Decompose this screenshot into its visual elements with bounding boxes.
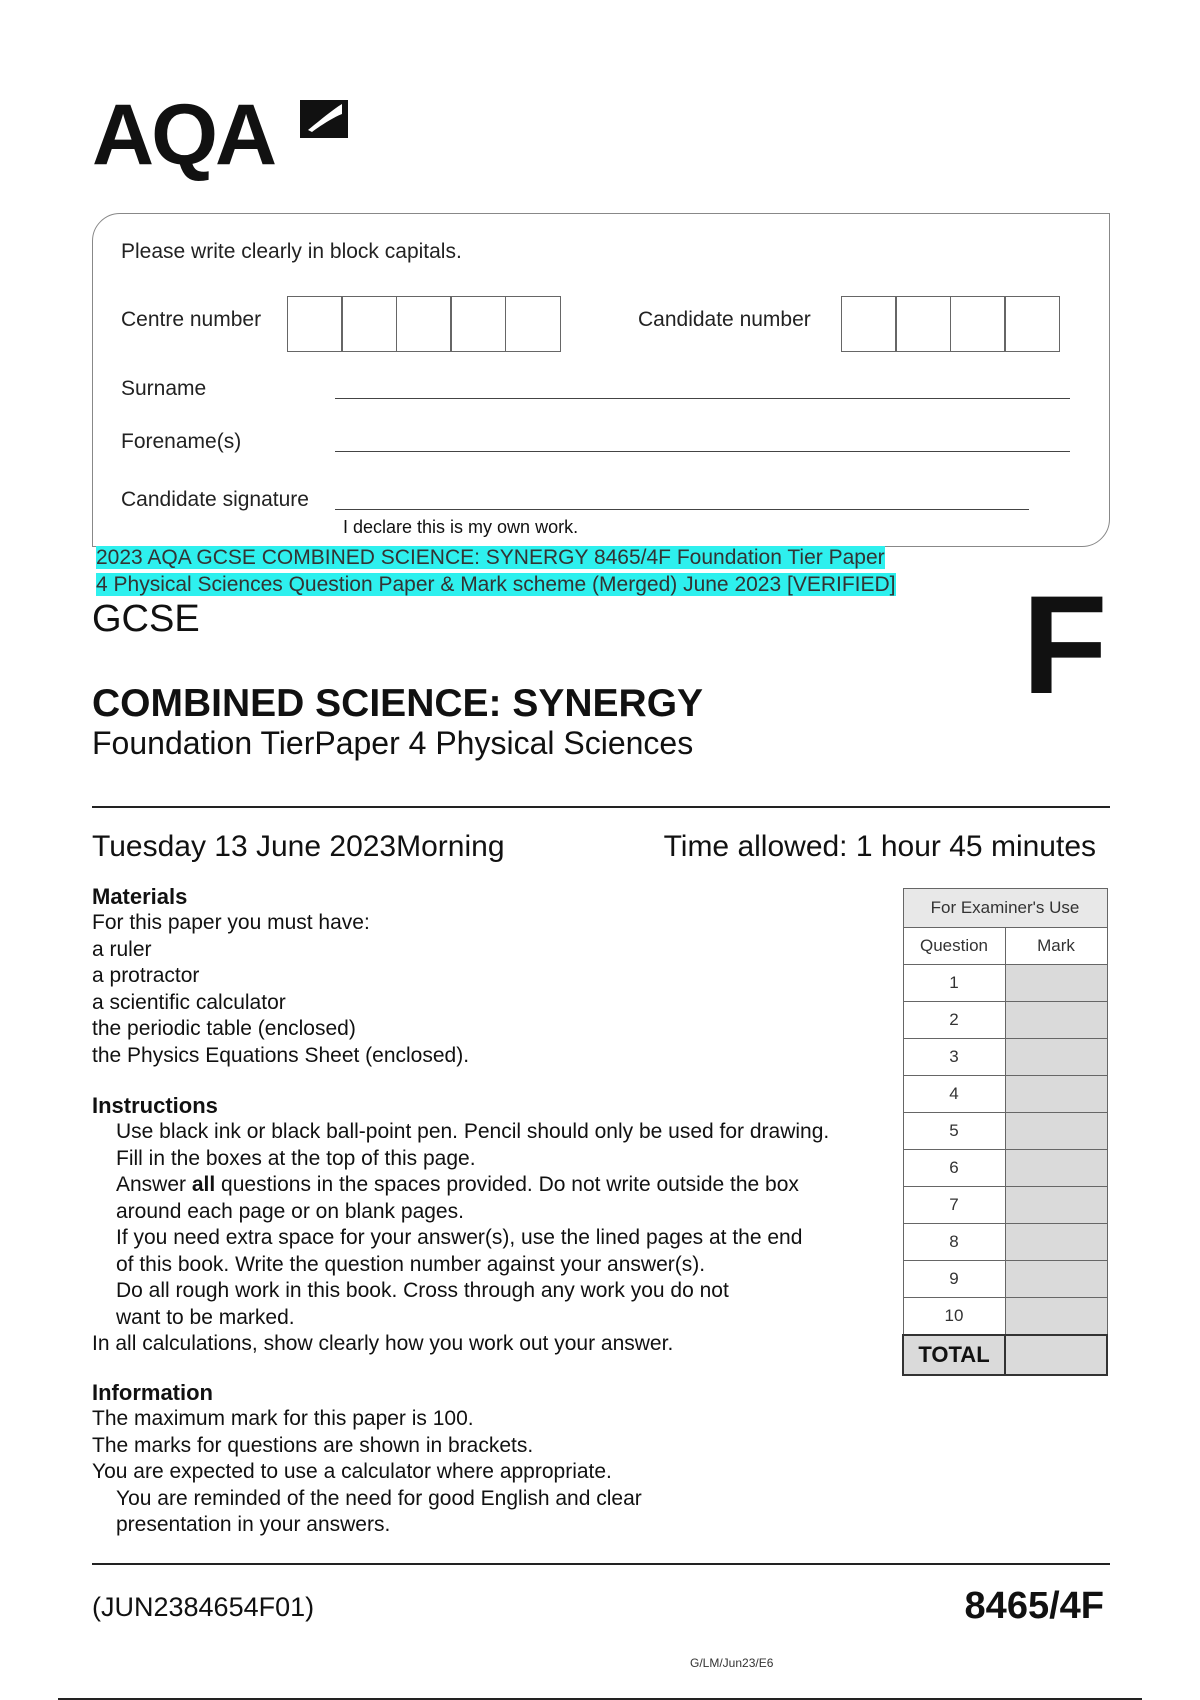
signature-label: Candidate signature bbox=[121, 488, 309, 511]
information-line: The maximum mark for this paper is 100. bbox=[92, 1407, 474, 1430]
information-section bbox=[92, 1380, 892, 1539]
information-line: You are expected to use a calculator where appropriate. bbox=[92, 1460, 612, 1483]
instruction-line: of this book. Write the question number against your answer(s). bbox=[116, 1252, 706, 1276]
footer-divider bbox=[92, 1563, 1110, 1565]
surname-label: Surname bbox=[121, 377, 207, 400]
divider bbox=[92, 806, 1110, 808]
question-number: 9 bbox=[903, 1261, 1005, 1298]
centre-number-label: Centre number bbox=[121, 308, 262, 331]
centre-digit-box[interactable] bbox=[287, 296, 343, 352]
instruction-emphasis: all bbox=[191, 1173, 216, 1196]
block-capitals-instruction: Please write clearly in block capitals. bbox=[121, 240, 462, 263]
mark-cell[interactable] bbox=[1005, 965, 1107, 1002]
total-mark-cell[interactable] bbox=[1005, 1335, 1107, 1375]
aqa-logo-text: AQA bbox=[92, 87, 275, 183]
forenames-label: Forename(s) bbox=[121, 430, 242, 453]
materials-section bbox=[92, 884, 892, 1069]
tier-paper: Foundation TierPaper 4 Physical Sciences bbox=[92, 725, 694, 761]
instruction-line: Fill in the boxes at the top of this page. bbox=[116, 1146, 476, 1170]
total-label: TOTAL bbox=[903, 1335, 1005, 1375]
instructions-section bbox=[92, 1093, 892, 1358]
candidate-digit-box[interactable] bbox=[1004, 296, 1060, 352]
centre-digit-box[interactable] bbox=[341, 296, 397, 352]
mark-cell[interactable] bbox=[1005, 1298, 1107, 1336]
forenames-line[interactable] bbox=[335, 451, 1070, 452]
centre-digit-box[interactable] bbox=[505, 296, 561, 352]
materials-item: a scientific calculator bbox=[92, 990, 286, 1014]
signature-line[interactable] bbox=[335, 509, 1029, 510]
instruction-line: Do all rough work in this book. Cross through any work you do not bbox=[116, 1279, 729, 1302]
materials-intro: For this paper you must have: bbox=[92, 911, 370, 934]
information-line: presentation in your answers. bbox=[116, 1513, 391, 1536]
question-number: 2 bbox=[903, 1002, 1005, 1039]
surname-line[interactable] bbox=[335, 398, 1070, 399]
instruction-line: want to be marked. bbox=[116, 1305, 295, 1329]
materials-item: a ruler bbox=[92, 937, 152, 961]
examiner-use-table bbox=[902, 888, 1108, 1376]
highlight-line-1: 2023 AQA GCSE COMBINED SCIENCE: SYNERGY 8465/4F Foundation Tier Paper bbox=[96, 546, 885, 569]
instruction-line: around each page or on blank pages. bbox=[116, 1199, 464, 1223]
materials-item: the periodic table (enclosed) bbox=[92, 1017, 356, 1040]
materials-heading: Materials bbox=[92, 884, 188, 909]
mark-cell[interactable] bbox=[1005, 1002, 1107, 1039]
instruction-text: Answer bbox=[116, 1173, 192, 1196]
qualification-label: GCSE bbox=[92, 598, 200, 640]
mark-cell[interactable] bbox=[1005, 1150, 1107, 1187]
mark-cell[interactable] bbox=[1005, 1113, 1107, 1150]
question-number: 6 bbox=[903, 1150, 1005, 1187]
mark-cell[interactable] bbox=[1005, 1076, 1107, 1113]
subject-title: COMBINED SCIENCE: SYNERGY bbox=[92, 682, 704, 725]
question-number: 3 bbox=[903, 1039, 1005, 1076]
centre-number-boxes bbox=[288, 296, 561, 352]
question-number: 7 bbox=[903, 1187, 1005, 1224]
candidate-digit-box[interactable] bbox=[841, 296, 897, 352]
instructions-heading: Instructions bbox=[92, 1093, 218, 1118]
mark-cell[interactable] bbox=[1005, 1261, 1107, 1298]
centre-digit-box[interactable] bbox=[396, 296, 452, 352]
candidate-number-boxes bbox=[842, 296, 1060, 352]
instruction-text: questions in the spaces provided. Do not write outside the box bbox=[215, 1173, 799, 1196]
centre-digit-box[interactable] bbox=[450, 296, 506, 352]
candidate-digit-box[interactable] bbox=[950, 296, 1006, 352]
paper-number: 8465/4F bbox=[964, 1585, 1104, 1627]
question-number: 10 bbox=[903, 1298, 1005, 1336]
exam-date: Tuesday 13 June 2023Morning bbox=[92, 830, 505, 863]
aqa-swoosh-icon bbox=[296, 92, 352, 144]
instruction-line bbox=[92, 1172, 892, 1199]
instruction-line: If you need extra space for your answer(s), use the lined pages at the end bbox=[116, 1226, 803, 1249]
instruction-line: Use black ink or black ball-point pen. Pencil should only be used for drawing. bbox=[116, 1120, 830, 1143]
materials-item: a protractor bbox=[92, 964, 200, 987]
question-number: 5 bbox=[903, 1113, 1005, 1150]
information-line: The marks for questions are shown in brackets. bbox=[92, 1433, 534, 1457]
mark-cell[interactable] bbox=[1005, 1039, 1107, 1076]
highlight-line-2: 4 Physical Sciences Question Paper & Mark scheme (Merged) June 2023 [VERIFIED] bbox=[96, 573, 896, 596]
question-number: 8 bbox=[903, 1224, 1005, 1261]
declaration-text: I declare this is my own work. bbox=[343, 517, 579, 537]
information-line: You are reminded of the need for good English and clear bbox=[116, 1486, 642, 1510]
instruction-line: In all calculations, show clearly how you work out your answer. bbox=[92, 1332, 674, 1355]
question-number: 4 bbox=[903, 1076, 1005, 1113]
candidate-digit-box[interactable] bbox=[895, 296, 951, 352]
mark-cell[interactable] bbox=[1005, 1224, 1107, 1261]
footer-reference: G/LM/Jun23/E6 bbox=[690, 1656, 774, 1670]
materials-item: the Physics Equations Sheet (enclosed). bbox=[92, 1043, 470, 1067]
document-title-highlight bbox=[96, 544, 936, 598]
question-number: 1 bbox=[903, 965, 1005, 1002]
examiner-table-title: For Examiner's Use bbox=[903, 889, 1107, 928]
information-heading: Information bbox=[92, 1380, 213, 1405]
time-allowed: Time allowed: 1 hour 45 minutes bbox=[663, 830, 1096, 863]
candidate-number-label: Candidate number bbox=[638, 308, 811, 331]
mark-cell[interactable] bbox=[1005, 1187, 1107, 1224]
mark-column-header: Mark bbox=[1005, 928, 1107, 965]
paper-code: (JUN2384654F01) bbox=[92, 1592, 315, 1622]
question-column-header: Question bbox=[903, 928, 1005, 965]
tier-letter: F bbox=[1022, 566, 1108, 723]
